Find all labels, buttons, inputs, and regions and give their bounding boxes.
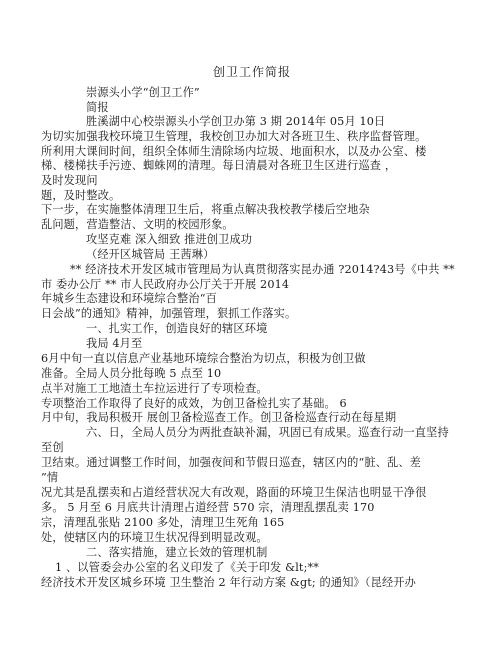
school-heading: 崇源头小学“创卫工作” [86, 86, 200, 99]
text-line: 所利用大课间时间，组织全体师生清除场内垃圾、地面积水，以及办公室、楼 [41, 145, 427, 158]
document-title: 创卫工作简报 [213, 65, 292, 79]
briefing-label: 简报 [86, 101, 109, 114]
text-line: 多。 5 月至 6 月底共计清理占道经营 570 宗，清理乱摆乱卖 170 [41, 501, 375, 514]
text-line: 经济技术开发区城乡环境 卫生整治 2 年行动方案 &gt; 的通知》（昆经开办 [41, 576, 416, 589]
text-line: 处，使辖区内的环境卫生状况得到明显改观。 [41, 531, 268, 544]
article-author: （经开区城管局 王茜琳） [86, 248, 215, 261]
section-heading: 二、落实措施，建立长效的管理机制 [86, 546, 268, 559]
text-line: 题，及时整改。 [41, 189, 121, 202]
text-line: 为切实加强我校环境卫生管理，我校创卫办加大对各班卫生、秩序监督管理。 [41, 130, 427, 143]
section-heading: 一、扎实工作，创造良好的辖区环境 [86, 322, 268, 335]
text-line: 年城乡生态建设和环境综合整治“百 [41, 292, 217, 305]
text-line: ”情 [41, 471, 59, 484]
text-line: 下一步，在实施整体清理卫生后，将重点解决我校教学楼后空地杂 [41, 203, 370, 216]
issue-line: 胜溪湖中心校崇源头小学创卫办第 3 期 2014年 05月 10日 [86, 115, 386, 128]
text-line: 6月中旬一直以信息产业基地环境综合整治为切点，积极为创卫做 [41, 352, 366, 365]
text-line: 1 、以管委会办公室的名义印发了《关于印发 &lt;** [55, 561, 319, 574]
text-line: 点半对施工工地渣土车拉运进行了专项检查。 [41, 382, 268, 395]
text-line: 卫结束。通过调整工作时间，加强夜间和节假日巡查，辖区内的“脏、乱、差 [41, 456, 422, 469]
text-line: 月中旬，我局积极开 展创卫备检巡查工作。创卫备检巡查行动在每星期 [41, 411, 397, 424]
text-line: 我局 4月至 [86, 337, 143, 350]
article-headline: 攻坚克难 深入细致 推进创卫成功 [86, 233, 253, 246]
text-line: 六、日，全局人员分为两批查缺补漏，巩固已有成果。巡查行动一直坚持 [86, 426, 449, 439]
text-line: 及时发现问 [41, 174, 98, 187]
text-line: 况尤其是乱摆卖和占道经营状况大有改观，路面的环境卫生保洁也明显干净很 [41, 486, 427, 499]
text-line: 宗，清理乱张贴 2100 多处，清理卫生死角 165 [41, 516, 285, 529]
text-line: 准备。全局人员分批每晚 5 点至 10 [41, 367, 222, 380]
text-line: 市 委办公厅 ** 市人民政府办公厅关于开展 2014 [41, 278, 290, 291]
text-line: 乱问题，营造整洁、文明的校园形象。 [41, 218, 234, 231]
text-line: 日会战”的通知》精神，加强管理，狠抓工作落实。 [41, 307, 297, 320]
text-line: 至创 [41, 441, 64, 454]
text-line: 专项整治工作取得了良好的成效，为创卫备检扎实了基础。 6 [41, 397, 347, 410]
text-line: ** 经济技术开发区城市管理局为认真贯彻落实昆办通 ?2014?43号《中共 ** [70, 263, 455, 276]
text-line: 梯、楼梯扶手污迹、蜘蛛网的清理。每日清晨对各班卫生区进行巡查 ， [41, 159, 397, 172]
